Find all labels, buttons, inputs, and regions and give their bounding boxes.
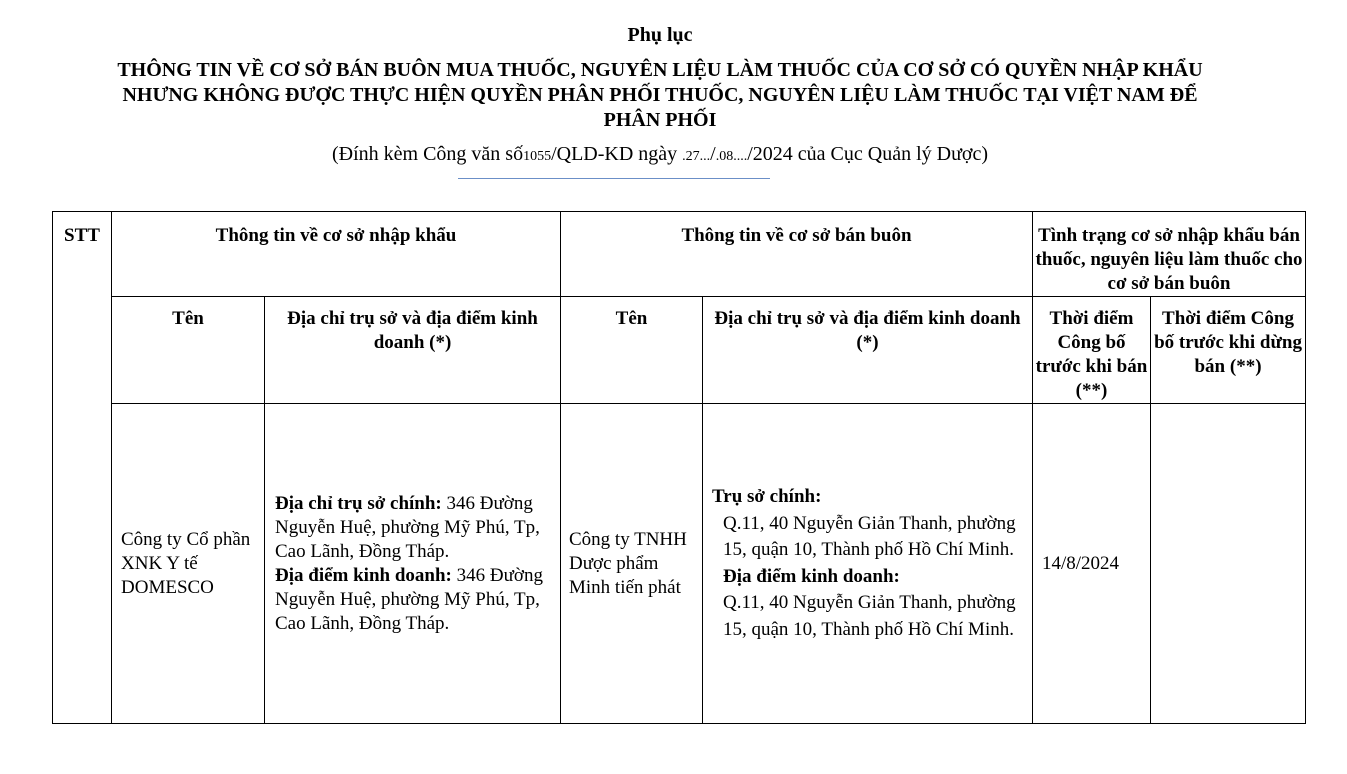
wholesaler-biz-value: Q.11, 40 Nguyễn Giản Thanh, phường 15, quận 10, Thành phố Hồ Chí Minh. [723, 592, 1016, 640]
importer-address-cell [265, 404, 561, 724]
wholesaler-biz-label: Địa điểm kinh doanh: [723, 565, 900, 587]
attach-mid: /QLD-KD ngày [551, 143, 678, 165]
doc-month: .08.... [715, 149, 748, 164]
importer-hq-value: 346 Đường Nguyễn Huệ, phường Mỹ Phú, Tp, Cao Lãnh, Đồng Tháp. [275, 492, 540, 562]
header-importer-address: Địa chỉ trụ sở và địa điểm kinh doanh (*) [265, 297, 561, 404]
header-stt: STT [53, 212, 112, 724]
wholesaler-name-cell: Công ty TNHH Dược phẩm Minh tiến phát [561, 404, 703, 724]
importer-hq-label: Địa chỉ trụ sở chính: [275, 492, 442, 514]
announce-before-stop-cell [1151, 404, 1306, 724]
title-line-3: PHÂN PHỐI [603, 109, 717, 131]
doc-number: 1055 [523, 149, 552, 164]
header-status: Tình trạng cơ sở nhập khẩu bán thuốc, nguyên liệu làm thuốc cho cơ sở bán buôn [1033, 212, 1306, 297]
wholesaler-table [52, 211, 1306, 724]
doc-day: .27... [682, 149, 711, 164]
attach-prefix: (Đính kèm Công văn số [331, 143, 524, 165]
date-slash: / [710, 143, 716, 165]
header-wholesaler-name: Tên [561, 297, 703, 404]
importer-biz-value: 346 Đường Nguyễn Huệ, phường Mỹ Phú, Tp, Cao Lãnh, Đồng Tháp. [275, 564, 543, 634]
header-importer: Thông tin về cơ sở nhập khẩu [112, 212, 561, 297]
header-announce-before-sale: Thời điểm Công bố trước khi bán (**) [1033, 297, 1151, 404]
header-wholesaler-address: Địa chỉ trụ sở và địa điểm kinh doanh (*) [703, 297, 1033, 404]
document-title [0, 58, 1320, 133]
header-announce-before-stop: Thời điểm Công bố trước khi dừng bán (**) [1151, 297, 1306, 404]
header-wholesaler: Thông tin về cơ sở bán buôn [561, 212, 1033, 297]
header-row-2 [53, 297, 1306, 404]
header-row-1 [53, 212, 1306, 297]
appendix-heading: Phụ lục [627, 24, 693, 46]
importer-biz-label: Địa điểm kinh doanh: [275, 564, 452, 586]
attach-suffix: /2024 của Cục Quản lý Dược) [747, 143, 989, 165]
importer-name-cell: Công ty Cổ phần XNK Y tế DOMESCO [112, 404, 265, 724]
announce-before-sale-cell: 14/8/2024 [1033, 404, 1151, 724]
header-importer-name: Tên [112, 297, 265, 404]
title-line-1: THÔNG TIN VỀ CƠ SỞ BÁN BUÔN MUA THUỐC, NGUYÊN LIỆU LÀM THUỐC CỦA CƠ SỞ CÓ QUYỀN NHẬP KHẨU [117, 59, 1203, 81]
table-row [53, 404, 1306, 724]
wholesaler-hq-label: Trụ sở chính: [712, 486, 822, 507]
header-divider [458, 178, 770, 179]
title-line-2: NHƯNG KHÔNG ĐƯỢC THỰC HIỆN QUYỀN PHÂN PHỐI THUỐC, NGUYÊN LIỆU LÀM THUỐC TẠI VIỆT NAM ĐỂ [122, 84, 1198, 106]
attachment-note [0, 143, 1320, 166]
wholesaler-address-cell [703, 404, 1033, 724]
wholesaler-hq-value: Q.11, 40 Nguyễn Giản Thanh, phường 15, quận 10, Thành phố Hồ Chí Minh. [723, 512, 1016, 560]
